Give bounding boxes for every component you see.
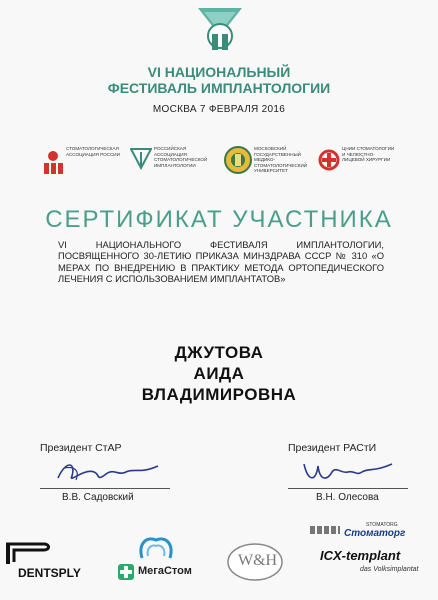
- stomatorg-pattern-icon: [310, 526, 340, 534]
- signature-line: [40, 488, 170, 489]
- festival-date: МОСКВА 7 ФЕВРАЛЯ 2016: [152, 104, 286, 115]
- star-logo-icon: [42, 148, 64, 176]
- megastom-cross-icon: [118, 564, 134, 580]
- organization-rasti: [130, 142, 220, 188]
- organization-university: [224, 142, 312, 188]
- sponsor-wh: [226, 542, 284, 582]
- signature-right: [288, 442, 438, 503]
- handwritten-signature-icon: [298, 454, 398, 488]
- signature-role: Президент РАСтИ: [288, 442, 377, 454]
- organization-cniis: [318, 142, 398, 188]
- certificate-title: СЕРТИФИКАТ УЧАСТНИКА: [45, 206, 393, 233]
- cniis-logo-icon: [318, 148, 340, 172]
- megastom-label: МегаСтом: [138, 565, 192, 577]
- dentsply-logo-icon: [4, 538, 88, 588]
- sponsors-row: [0, 520, 438, 600]
- recipient-name: [0, 342, 438, 405]
- organization-label: МОСКОВСКИЙ ГОСУДАРСТВЕННЫЙ МЕДИКО-СТОМАТОЛОГИЧЕСКИЙ УНИВЕРСИТЕТ: [254, 146, 308, 174]
- organizations-row: [42, 142, 395, 188]
- icx-tagline: das Volksimplantat: [360, 566, 419, 573]
- sponsor-stomatorg-icx: [310, 522, 434, 598]
- organization-label: РОССИЙСКАЯ АССОЦИАЦИЯ СТОМАТОЛОГИЧЕСКОЙ ИМПЛАНТОЛОГИИ: [154, 146, 208, 168]
- icx-label: ICX-templant: [320, 548, 401, 563]
- organization-label: ЦНИИ СТОМАТОЛОГИИ И ЧЕЛЮСТНО-ЛИЦЕВОЙ ХИРУРГИИ: [342, 146, 395, 163]
- organization-star: [42, 142, 128, 188]
- signature-name: В.В. Садовский: [62, 492, 134, 503]
- festival-title: [0, 64, 438, 96]
- handwritten-signature-icon: [54, 454, 164, 488]
- dentsply-label: DENTSPLY: [18, 566, 81, 580]
- organization-label: СТОМАТОЛОГИЧЕСКАЯ АССОЦИАЦИЯ РОССИИ: [66, 146, 120, 157]
- megastom-tooth-icon: [136, 534, 176, 562]
- festival-title-line2: ФЕСТИВАЛЬ ИМПЛАНТОЛОГИИ: [107, 80, 331, 96]
- university-emblem-icon: [224, 144, 252, 176]
- signature-left: [40, 442, 200, 503]
- festival-title-line1: VI НАЦИОНАЛЬНЫЙ: [147, 64, 291, 80]
- sponsor-dentsply: [4, 538, 88, 588]
- recipient-patronymic: ВЛАДИМИРОВНА: [141, 385, 297, 404]
- sponsor-megastom: [104, 534, 208, 590]
- festival-logo-icon: [196, 6, 244, 56]
- certificate-description: VI НАЦИОНАЛЬНОГО ФЕСТИВАЛЯ ИМПЛАНТОЛОГИИ, ПОСВЯЩЕННОГО 30-ЛЕТИЮ ПРИКАЗА МИНЗДРАВА СССР № 310 «О МЕРАХ ПО ВНЕДРЕНИЮ В ПРАКТИКУ МЕТОДА ОРТОПЕДИЧЕСКОГО ЛЕЧЕНИЯ С ИСПОЛЬЗОВАНИЕМ ИМПЛАНТАТОВ»: [58, 239, 384, 285]
- signature-line: [288, 488, 408, 489]
- wh-label: W&H: [238, 552, 278, 569]
- rasti-logo-icon: [130, 148, 152, 174]
- stomatorg-label: Стоматорг: [344, 528, 406, 539]
- recipient-surname: ДЖУТОВА: [174, 343, 264, 362]
- recipient-first-name: АИДА: [193, 364, 245, 383]
- signature-name: В.Н. Олесова: [316, 492, 379, 503]
- stomatorg-top-label: STOMATORG: [366, 522, 398, 528]
- signature-role: Президент СтАР: [40, 442, 122, 454]
